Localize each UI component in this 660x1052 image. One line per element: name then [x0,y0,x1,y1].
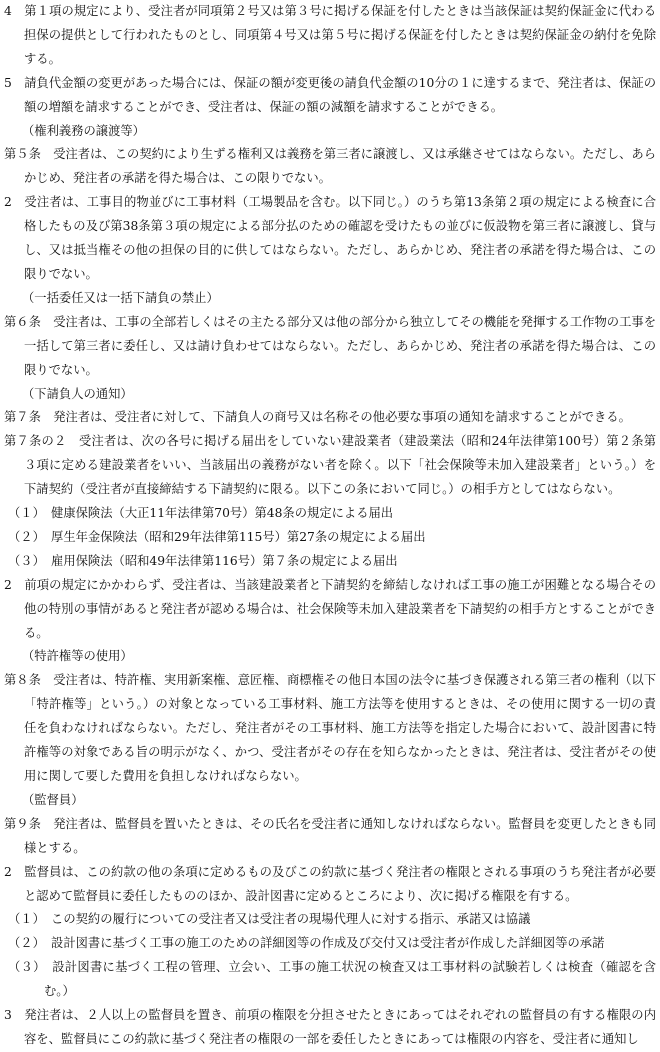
article-heading: （監督員） [22,792,84,807]
paragraph: 第７条 発注者は、受注者に対して、下請負人の商号又は名称その他必要な事項の通知を請求することができる。 [4,410,631,425]
article-heading: （一括委任又は一括下請負の禁止） [22,290,219,305]
list-item: （３） 設計図書に基づく工程の管理、立会い、工事の施工状況の検査又は工事材料の試験若しくは検査（確認を含む。） [8,960,656,999]
paragraph: 第７条の２ 受注者は、次の各号に掲げる届出をしていない建設業者（建設業法（昭和24年法律第100号）第２条第３項に定める建設業者をいい、当該届出の義務がない者を除く。以下「社会保険等未加入建設業者」という。）を下請契約（受注者が直接締結する下請契約に限る。以下この条において同じ。）の相手方としてはならない。 [4,434,656,497]
paragraph: 第９条 発注者は、監督員を置いたときは、その氏名を受注者に通知しなければならない。監督員を変更したときも同様とする。 [4,816,656,855]
list-item: （２） 厚生年金保険法（昭和29年法律第115号）第27条の規定による届出 [8,529,426,544]
article-heading: （権利義務の譲渡等） [22,123,145,138]
paragraph: 第８条 受注者は、特許権、実用新案権、意匠権、商標権その他日本国の法令に基づき保護される第三者の権利（以下「特許権等」という。）の対象となっている工事材料、施工方法等を使用するときは、その使用に関する一切の責任を負わなければならない。ただし、発注者がその工事材料、施工方法等を指定した場合において、設計図書に特許権等の対象である旨の明示がなく、かつ、受注者がその存在を知らなかったときは、発注者は、受注者がその使用に関して要した費用を負担しなければならない。 [4,673,656,783]
list-item: （２） 設計図書に基づく工事の施工のための詳細図等の作成及び交付又は受注者が作成した詳細図等の承諾 [8,936,605,951]
list-item: （１） この契約の履行についての受注者又は受注者の現場代理人に対する指示、承諾又は協議 [8,912,531,927]
paragraph: 3 発注者は、２人以上の監督員を置き、前項の権限を分担させたときにあってはそれぞれの監督員の有する権限の内容を、監督員にこの約款に基づく発注者の権限の一部を委任したときにあっては権限の内容を、受注者に通知し [4,1008,656,1046]
article-heading: （下請負人の通知） [22,386,133,401]
paragraph: 2 監督員は、この約款の他の条項に定めるもの及びこの約款に基づく発注者の権限とされる事項のうち発注者が必要と認めて監督員に委任したもののほか、設計図書に定めるところにより、次に掲げる権限を有する。 [4,864,656,903]
list-item: （３） 雇用保険法（昭和49年法律第116号）第７条の規定による届出 [8,553,398,568]
paragraph: 2 前項の規定にかかわらず、受注者は、当該建設業者と下請契約を締結しなければ工事の施工が困難となる場合その他の特別の事情があると発注者が認める場合は、社会保険等未加入建設業者を下請契約の相手方とすることができる。 [4,577,656,640]
contract-text [4,0,656,1052]
paragraph: 第６条 受注者は、工事の全部若しくはその主たる部分又は他の部分から独立してその機能を発揮する工作物の工事を一括して第三者に委任し、又は請け負わせてはならない。ただし、あらかじめ、発注者の承諾を得た場合は、この限りでない。 [4,314,656,377]
paragraph: 4 第１項の規定により、受注者が同項第２号又は第３号に掲げる保証を付したときは当該保証は契約保証金に代わる担保の提供として行われたものとし、同項第４号又は第５号に掲げる保証を付したときは契約保証金の納付を免除する。 [4,4,656,66]
article-heading: （特許権等の使用） [22,649,133,664]
paragraph: 5 請負代金額の変更があった場合には、保証の額が変更後の請負代金額の10分の１に達するまで、発注者は、保証の額の増額を請求することができ、受注者は、保証の額の減額を請求することができる。 [4,75,656,114]
list-item: （１） 健康保険法（大正11年法律第70号）第48条の規定による届出 [8,506,394,521]
paragraph: 第５条 受注者は、この契約により生ずる権利又は義務を第三者に譲渡し、又は承継させてはならない。ただし、あらかじめ、発注者の承諾を得た場合は、この限りでない。 [4,147,656,186]
paragraph: 2 受注者は、工事目的物並びに工事材料（工場製品を含む。以下同じ。）のうち第13条第２項の規定による検査に合格したもの及び第38条第３項の規定による部分払のための確認を受けたもの並びに仮設物を第三者に譲渡し、貸与し、又は抵当権その他の担保の目的に供してはならない。ただし、あらかじめ、発注者の承諾を得た場合は、この限りでない。 [4,195,656,281]
